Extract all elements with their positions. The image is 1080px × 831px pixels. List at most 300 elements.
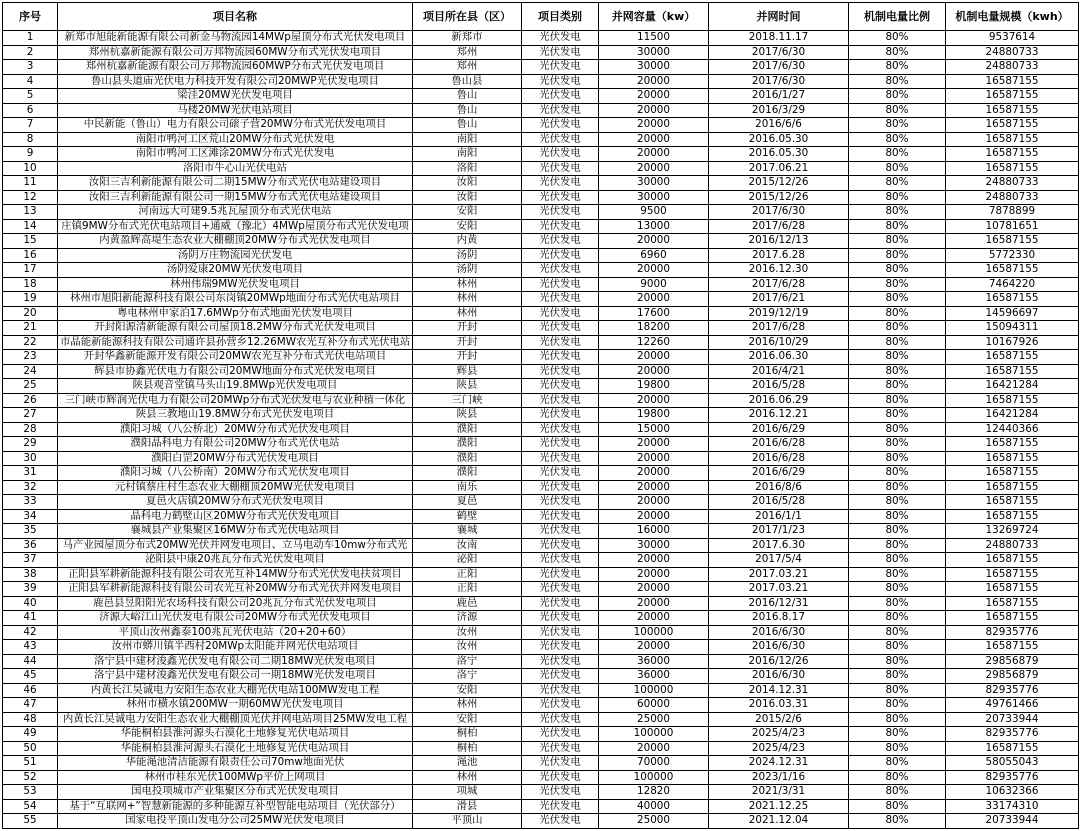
category-cell: 光伏发电 (522, 393, 599, 408)
project-name-cell: 辉县市协鑫光伏电力有限公司20MW地面分布式光伏发电项目 (58, 364, 413, 379)
scale-cell: 16587155 (946, 466, 1079, 481)
county-cell: 开封 (413, 321, 522, 336)
county-cell: 汝州 (413, 625, 522, 640)
project-name-cell: 林州市旭阳新能源科技有限公司东岗镇20MWp地面分布式光伏电站项目 (58, 292, 413, 307)
capacity-cell: 20000 (599, 350, 709, 365)
table-row (3, 770, 1079, 785)
scale-cell: 10167926 (946, 335, 1079, 350)
table-row (3, 451, 1079, 466)
county-cell: 濮阳 (413, 437, 522, 452)
category-cell: 光伏发电 (522, 509, 599, 524)
grid-time-cell: 2016/3/29 (709, 103, 849, 118)
scale-cell: 24880733 (946, 190, 1079, 205)
index-cell: 42 (3, 625, 58, 640)
project-name-cell: 南阳市鸭河工区荒山20MW分布式光伏发电 (58, 132, 413, 147)
county-cell: 汤阴 (413, 263, 522, 278)
category-cell: 光伏发电 (522, 118, 599, 133)
scale-cell: 24880733 (946, 538, 1079, 553)
index-cell: 2 (3, 45, 58, 60)
project-name-cell: 内黄长江昊诚电力安阳生态农业大棚光伏电站100MW发电工程 (58, 683, 413, 698)
index-cell: 55 (3, 814, 58, 829)
county-cell: 陕县 (413, 408, 522, 423)
ratio-cell: 80% (849, 437, 946, 452)
ratio-cell: 80% (849, 538, 946, 553)
scale-cell: 24880733 (946, 60, 1079, 75)
capacity-cell: 20000 (599, 640, 709, 655)
scale-cell: 49761466 (946, 698, 1079, 713)
project-name-cell: 汤阴万庄物流园光伏发电 (58, 248, 413, 263)
category-cell: 光伏发电 (522, 611, 599, 626)
project-name-cell: 中民新能（鲁山）电力有限公司磙子营20MW分布式光伏发电项目 (58, 118, 413, 133)
header-cell-project-name: 项目名称 (58, 3, 413, 31)
project-name-cell: 国电投项城市产业集聚区分布式光伏发电项目 (58, 785, 413, 800)
index-cell: 54 (3, 799, 58, 814)
grid-time-cell: 2015/2/6 (709, 712, 849, 727)
table-row (3, 712, 1079, 727)
ratio-cell: 80% (849, 509, 946, 524)
county-cell: 汝阳 (413, 190, 522, 205)
capacity-cell: 20000 (599, 74, 709, 89)
project-name-cell: 平顶山汝州鑫泰100兆瓦光伏电站（20+20+60） (58, 625, 413, 640)
project-name-cell: 泌阳县中康20兆瓦分布式光伏发电项目 (58, 553, 413, 568)
grid-time-cell: 2021.12.04 (709, 814, 849, 829)
grid-time-cell: 2017/6/28 (709, 321, 849, 336)
index-cell: 19 (3, 292, 58, 307)
capacity-cell: 20000 (599, 437, 709, 452)
grid-time-cell: 2024.12.31 (709, 756, 849, 771)
table-body (3, 31, 1079, 829)
grid-time-cell: 2016/5/28 (709, 379, 849, 394)
table-row (3, 364, 1079, 379)
project-name-cell: 华能桐柏县淮河源头石漠化土地修复光伏电站项目 (58, 741, 413, 756)
category-cell: 光伏发电 (522, 277, 599, 292)
scale-cell: 82935776 (946, 625, 1079, 640)
ratio-cell: 80% (849, 147, 946, 162)
scale-cell: 16587155 (946, 364, 1079, 379)
ratio-cell: 80% (849, 45, 946, 60)
ratio-cell: 80% (849, 292, 946, 307)
project-name-cell: 汝州市蟒川镇半西村20MWp太阳能并网光伏电站项目 (58, 640, 413, 655)
ratio-cell: 80% (849, 248, 946, 263)
project-name-cell: 洛阳市牛心山光伏电站 (58, 161, 413, 176)
grid-time-cell: 2016/1/27 (709, 89, 849, 104)
project-name-cell: 濮阳白罡20MW分布式光伏发电项目 (58, 451, 413, 466)
category-cell: 光伏发电 (522, 437, 599, 452)
grid-time-cell: 2017/6/30 (709, 74, 849, 89)
project-name-cell: 洛宁县中建材浚鑫光伏发电有限公司一期18MW光伏发电项目 (58, 669, 413, 684)
county-cell: 鹤壁 (413, 509, 522, 524)
grid-time-cell: 2017/6/21 (709, 292, 849, 307)
project-name-cell: 鲁山县头道庙光伏电力科技开发有限公司20MWP光伏发电项目 (58, 74, 413, 89)
capacity-cell: 20000 (599, 451, 709, 466)
table-row (3, 147, 1079, 162)
county-cell: 三门峡 (413, 393, 522, 408)
scale-cell: 14596697 (946, 306, 1079, 321)
category-cell: 光伏发电 (522, 814, 599, 829)
table-row (3, 263, 1079, 278)
index-cell: 34 (3, 509, 58, 524)
table-row (3, 292, 1079, 307)
capacity-cell: 13000 (599, 219, 709, 234)
header-cell-category: 项目类别 (522, 3, 599, 31)
grid-time-cell: 2021/3/31 (709, 785, 849, 800)
ratio-cell: 80% (849, 263, 946, 278)
capacity-cell: 20000 (599, 147, 709, 162)
project-name-cell: 三门峡市辉润光伏电力有限公司20MWp分布式光伏发电与农业种植一体化 (58, 393, 413, 408)
scale-cell: 7878899 (946, 205, 1079, 220)
grid-time-cell: 2023/1/16 (709, 770, 849, 785)
ratio-cell: 80% (849, 553, 946, 568)
capacity-cell: 70000 (599, 756, 709, 771)
index-cell: 3 (3, 60, 58, 75)
index-cell: 53 (3, 785, 58, 800)
capacity-cell: 100000 (599, 770, 709, 785)
county-cell: 襄城 (413, 524, 522, 539)
grid-time-cell: 2016.06.29 (709, 393, 849, 408)
table-row (3, 814, 1079, 829)
spreadsheet (2, 2, 1078, 829)
ratio-cell: 80% (849, 74, 946, 89)
capacity-cell: 20000 (599, 582, 709, 597)
ratio-cell: 80% (849, 582, 946, 597)
index-cell: 24 (3, 364, 58, 379)
grid-time-cell: 2016/6/29 (709, 422, 849, 437)
grid-time-cell: 2015/12/26 (709, 190, 849, 205)
scale-cell: 16587155 (946, 234, 1079, 249)
index-cell: 21 (3, 321, 58, 336)
header-cell-scale: 机制电量规模（kwh） (946, 3, 1079, 31)
county-cell: 滑县 (413, 799, 522, 814)
grid-time-cell: 2018.11.17 (709, 31, 849, 46)
capacity-cell: 6960 (599, 248, 709, 263)
scale-cell: 10781651 (946, 219, 1079, 234)
ratio-cell: 80% (849, 205, 946, 220)
grid-time-cell: 2016.12.30 (709, 263, 849, 278)
category-cell: 光伏发电 (522, 350, 599, 365)
ratio-cell: 80% (849, 393, 946, 408)
category-cell: 光伏发电 (522, 89, 599, 104)
category-cell: 光伏发电 (522, 45, 599, 60)
capacity-cell: 20000 (599, 393, 709, 408)
table-row (3, 437, 1079, 452)
project-name-cell: 夏邑火店镇20MW分布式光伏发电项目 (58, 495, 413, 510)
scale-cell: 16587155 (946, 292, 1079, 307)
capacity-cell: 20000 (599, 292, 709, 307)
grid-time-cell: 2017/6/30 (709, 45, 849, 60)
project-name-cell: 元村镇蔡庄村生态农业大棚棚顶20MW光伏发电项目 (58, 480, 413, 495)
project-name-cell: 开封华鑫新能源开发有限公司20MW农光互补分布式光伏电站项目 (58, 350, 413, 365)
ratio-cell: 80% (849, 451, 946, 466)
category-cell: 光伏发电 (522, 205, 599, 220)
category-cell: 光伏发电 (522, 234, 599, 249)
project-name-cell: 汝阳三吉利新能源有限公司一期15MW分布式光伏电站建设项目 (58, 190, 413, 205)
county-cell: 安阳 (413, 219, 522, 234)
project-name-cell: 襄城县产业集聚区16MW分布式光伏电站项目 (58, 524, 413, 539)
county-cell: 洛宁 (413, 654, 522, 669)
capacity-cell: 100000 (599, 683, 709, 698)
capacity-cell: 20000 (599, 553, 709, 568)
index-cell: 41 (3, 611, 58, 626)
grid-time-cell: 2016/6/28 (709, 437, 849, 452)
index-cell: 49 (3, 727, 58, 742)
project-name-cell: 晶科电力鹤壁山区20MW分布式光伏发电项目 (58, 509, 413, 524)
capacity-cell: 20000 (599, 495, 709, 510)
table-row (3, 698, 1079, 713)
table-row (3, 495, 1079, 510)
ratio-cell: 80% (849, 611, 946, 626)
capacity-cell: 9500 (599, 205, 709, 220)
index-cell: 30 (3, 451, 58, 466)
ratio-cell: 80% (849, 770, 946, 785)
project-name-cell: 国家电投平顶山发电分公司25MW光伏发电项目 (58, 814, 413, 829)
category-cell: 光伏发电 (522, 451, 599, 466)
header-cell-capacity: 并网容量（kw） (599, 3, 709, 31)
county-cell: 汝南 (413, 538, 522, 553)
scale-cell: 16587155 (946, 567, 1079, 582)
project-name-cell: 济源大峪江山光伏发电有限公司20MW分布式光伏发电项目 (58, 611, 413, 626)
scale-cell: 16587155 (946, 495, 1079, 510)
county-cell: 汝州 (413, 640, 522, 655)
grid-time-cell: 2017.03.21 (709, 567, 849, 582)
grid-time-cell: 2017.06.21 (709, 161, 849, 176)
table-row (3, 683, 1079, 698)
header-cell-county: 项目所在县（区） (413, 3, 522, 31)
grid-time-cell: 2017/6/28 (709, 277, 849, 292)
scale-cell: 82935776 (946, 727, 1079, 742)
header-cell-ratio: 机制电量比例 (849, 3, 946, 31)
project-name-cell: 开封阳源清新能源有限公司屋顶18.2MW分布式光伏发电项目 (58, 321, 413, 336)
scale-cell: 13269724 (946, 524, 1079, 539)
county-cell: 桐柏 (413, 727, 522, 742)
table-row (3, 538, 1079, 553)
county-cell: 汝阳 (413, 176, 522, 191)
county-cell: 开封 (413, 335, 522, 350)
grid-time-cell: 2016/4/21 (709, 364, 849, 379)
category-cell: 光伏发电 (522, 538, 599, 553)
project-name-cell: 正阳县军耕新能源科技有限公司农光互补20MW分布式光伏并网发电项目 (58, 582, 413, 597)
ratio-cell: 80% (849, 814, 946, 829)
grid-time-cell: 2016/6/30 (709, 669, 849, 684)
county-cell: 南阳 (413, 132, 522, 147)
index-cell: 22 (3, 335, 58, 350)
table-row (3, 393, 1079, 408)
category-cell: 光伏发电 (522, 147, 599, 162)
scale-cell: 16587155 (946, 161, 1079, 176)
project-name-cell: 华能渑池清洁能源有限责任公司70mw地面光伏 (58, 756, 413, 771)
capacity-cell: 20000 (599, 741, 709, 756)
index-cell: 11 (3, 176, 58, 191)
capacity-cell: 60000 (599, 698, 709, 713)
capacity-cell: 15000 (599, 422, 709, 437)
category-cell: 光伏发电 (522, 103, 599, 118)
capacity-cell: 19800 (599, 408, 709, 423)
capacity-cell: 20000 (599, 118, 709, 133)
category-cell: 光伏发电 (522, 422, 599, 437)
index-cell: 10 (3, 161, 58, 176)
ratio-cell: 80% (849, 596, 946, 611)
table-row (3, 176, 1079, 191)
ratio-cell: 80% (849, 669, 946, 684)
table-row (3, 89, 1079, 104)
ratio-cell: 80% (849, 799, 946, 814)
grid-time-cell: 2017/1/23 (709, 524, 849, 539)
county-cell: 濮阳 (413, 466, 522, 481)
table-row (3, 103, 1079, 118)
project-name-cell: 汤阴爱康20MW光伏发电项目 (58, 263, 413, 278)
capacity-cell: 20000 (599, 480, 709, 495)
category-cell: 光伏发电 (522, 553, 599, 568)
index-cell: 50 (3, 741, 58, 756)
county-cell: 渑池 (413, 756, 522, 771)
capacity-cell: 17600 (599, 306, 709, 321)
index-cell: 8 (3, 132, 58, 147)
ratio-cell: 80% (849, 89, 946, 104)
project-name-cell: 郑州杭嘉新能源有限公司万邦物流园60MWP分布式光伏发电项目 (58, 60, 413, 75)
table-row (3, 74, 1079, 89)
ratio-cell: 80% (849, 466, 946, 481)
grid-time-cell: 2014.12.31 (709, 683, 849, 698)
project-name-cell: 新郑市旭能新能源有限公司新金马物流园14MWp屋顶分布式光伏发电项目 (58, 31, 413, 46)
scale-cell: 16587155 (946, 437, 1079, 452)
ratio-cell: 80% (849, 480, 946, 495)
grid-time-cell: 2016/5/28 (709, 495, 849, 510)
table-row (3, 350, 1079, 365)
project-name-cell: 庄镇9MW分布式光伏电站项目+通威（豫北）4MWp屋顶分布式光伏发电项 (58, 219, 413, 234)
scale-cell: 16587155 (946, 451, 1079, 466)
county-cell: 南阳 (413, 147, 522, 162)
project-name-cell: 梁洼20MW光伏发电项目 (58, 89, 413, 104)
index-cell: 52 (3, 770, 58, 785)
project-name-cell: 河南远大可建9.5兆瓦屋顶分布式光伏电站 (58, 205, 413, 220)
grid-time-cell: 2019/12/19 (709, 306, 849, 321)
table-row (3, 596, 1079, 611)
scale-cell: 16587155 (946, 509, 1079, 524)
index-cell: 14 (3, 219, 58, 234)
project-name-cell: 南阳市鸭河工区滩涂20MW分布式光伏发电 (58, 147, 413, 162)
scale-cell: 16587155 (946, 393, 1079, 408)
category-cell: 光伏发电 (522, 698, 599, 713)
ratio-cell: 80% (849, 495, 946, 510)
scale-cell: 7464220 (946, 277, 1079, 292)
category-cell: 光伏发电 (522, 306, 599, 321)
county-cell: 洛宁 (413, 669, 522, 684)
capacity-cell: 20000 (599, 103, 709, 118)
category-cell: 光伏发电 (522, 712, 599, 727)
table-row (3, 205, 1079, 220)
county-cell: 陕县 (413, 379, 522, 394)
capacity-cell: 20000 (599, 263, 709, 278)
grid-time-cell: 2017.03.21 (709, 582, 849, 597)
table-row (3, 248, 1079, 263)
county-cell: 济源 (413, 611, 522, 626)
ratio-cell: 80% (849, 161, 946, 176)
scale-cell: 16587155 (946, 741, 1079, 756)
ratio-cell: 80% (849, 625, 946, 640)
table-row (3, 234, 1079, 249)
index-cell: 13 (3, 205, 58, 220)
index-cell: 38 (3, 567, 58, 582)
table-row (3, 509, 1079, 524)
scale-cell: 16421284 (946, 408, 1079, 423)
county-cell: 林州 (413, 770, 522, 785)
project-name-cell: 郑州杭嘉新能源有限公司万邦物流园60MW分布式光伏发电项目 (58, 45, 413, 60)
table-row (3, 277, 1079, 292)
county-cell: 正阳 (413, 582, 522, 597)
index-cell: 46 (3, 683, 58, 698)
category-cell: 光伏发电 (522, 219, 599, 234)
table-row (3, 60, 1079, 75)
category-cell: 光伏发电 (522, 292, 599, 307)
grid-time-cell: 2016/12/13 (709, 234, 849, 249)
category-cell: 光伏发电 (522, 524, 599, 539)
category-cell: 光伏发电 (522, 741, 599, 756)
category-cell: 光伏发电 (522, 132, 599, 147)
index-cell: 45 (3, 669, 58, 684)
table-row (3, 524, 1079, 539)
grid-time-cell: 2016/6/30 (709, 640, 849, 655)
table-row (3, 640, 1079, 655)
scale-cell: 20733944 (946, 712, 1079, 727)
index-cell: 47 (3, 698, 58, 713)
ratio-cell: 80% (849, 727, 946, 742)
capacity-cell: 20000 (599, 567, 709, 582)
capacity-cell: 12820 (599, 785, 709, 800)
capacity-cell: 25000 (599, 712, 709, 727)
table-row (3, 669, 1079, 684)
table-row (3, 567, 1079, 582)
scale-cell: 16587155 (946, 350, 1079, 365)
index-cell: 39 (3, 582, 58, 597)
capacity-cell: 30000 (599, 60, 709, 75)
scale-cell: 5772330 (946, 248, 1079, 263)
index-cell: 33 (3, 495, 58, 510)
category-cell: 光伏发电 (522, 654, 599, 669)
scale-cell: 16587155 (946, 640, 1079, 655)
scale-cell: 10632366 (946, 785, 1079, 800)
county-cell: 林州 (413, 292, 522, 307)
category-cell: 光伏发电 (522, 190, 599, 205)
category-cell: 光伏发电 (522, 74, 599, 89)
county-cell: 鲁山 (413, 103, 522, 118)
scale-cell: 29856879 (946, 654, 1079, 669)
ratio-cell: 80% (849, 219, 946, 234)
category-cell: 光伏发电 (522, 408, 599, 423)
ratio-cell: 80% (849, 31, 946, 46)
ratio-cell: 80% (849, 712, 946, 727)
index-cell: 25 (3, 379, 58, 394)
category-cell: 光伏发电 (522, 683, 599, 698)
ratio-cell: 80% (849, 234, 946, 249)
county-cell: 汤阴 (413, 248, 522, 263)
scale-cell: 9537614 (946, 31, 1079, 46)
capacity-cell: 19800 (599, 379, 709, 394)
category-cell: 光伏发电 (522, 582, 599, 597)
table-row (3, 161, 1079, 176)
index-cell: 51 (3, 756, 58, 771)
ratio-cell: 80% (849, 364, 946, 379)
ratio-cell: 80% (849, 408, 946, 423)
index-cell: 9 (3, 147, 58, 162)
category-cell: 光伏发电 (522, 379, 599, 394)
scale-cell: 16587155 (946, 89, 1079, 104)
ratio-cell: 80% (849, 335, 946, 350)
index-cell: 12 (3, 190, 58, 205)
ratio-cell: 80% (849, 741, 946, 756)
scale-cell: 12440366 (946, 422, 1079, 437)
capacity-cell: 30000 (599, 190, 709, 205)
scale-cell: 24880733 (946, 176, 1079, 191)
capacity-cell: 18200 (599, 321, 709, 336)
